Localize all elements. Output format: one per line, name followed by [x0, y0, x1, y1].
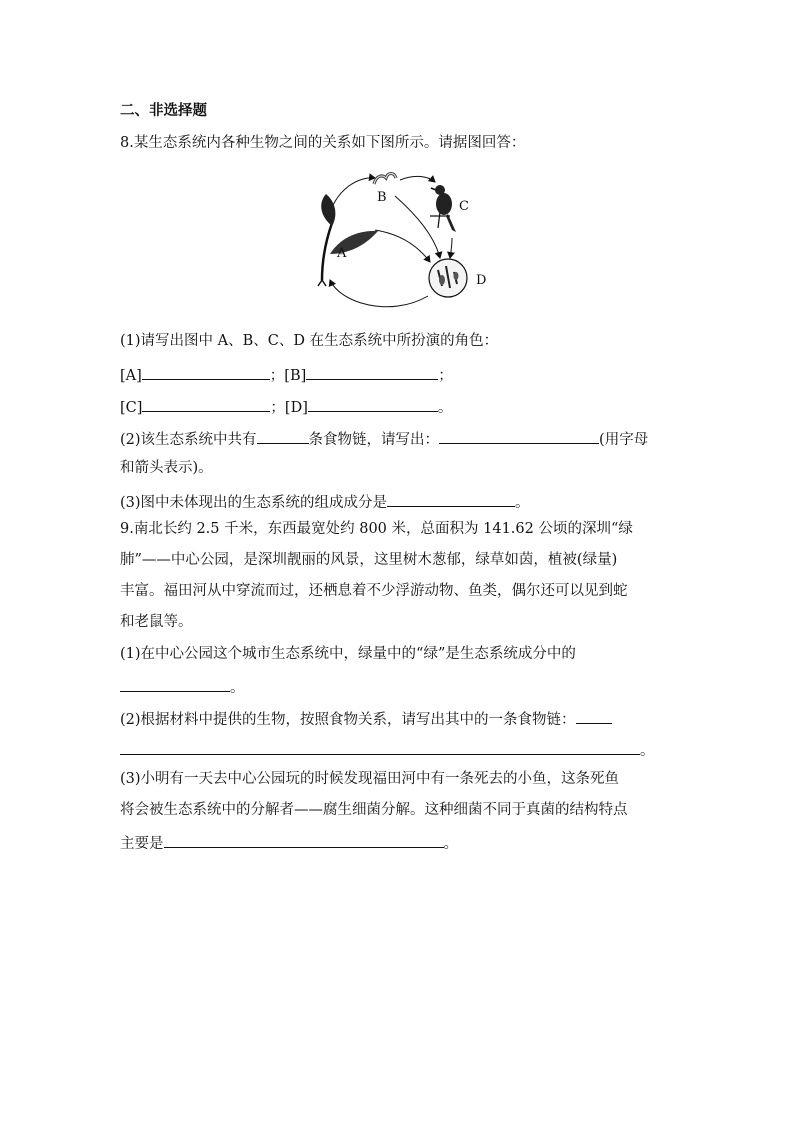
decomposer-d-icon — [429, 259, 467, 297]
bird-c-icon — [430, 185, 456, 232]
q8-p2-start: (2)该生态系统中共有 — [120, 432, 257, 448]
answer-blank-food-chain[interactable] — [120, 738, 640, 755]
arrow-b-to-c — [400, 176, 435, 182]
q9-p3-line2: 将会被生态系统中的分解者——腐生细菌分解。这种细菌不同于真菌的结构特点 — [120, 802, 628, 818]
q9-stem-line1: 9.南北长约 2.5 千米，东西最宽处约 800 米，总面积为 141.62 公顷的深圳“绿 — [120, 521, 633, 537]
answer-blank-c[interactable] — [142, 395, 270, 412]
q9-p1-end: 。 — [230, 680, 245, 696]
q9-p1-line2 — [120, 675, 245, 698]
answer-blank-chain[interactable] — [439, 427, 599, 444]
arrow-c-to-d — [450, 238, 452, 258]
q9-p3-line3 — [120, 831, 458, 854]
q9-p3-start: 主要是 — [120, 836, 164, 852]
q8-p3-line — [120, 490, 530, 513]
q9-stem-line2: 肺”——中心公园，是深圳靓丽的风景，这里树木葱郁，绿草如茵，植被(绿量) — [120, 552, 618, 568]
q8-label-c: [C] — [120, 400, 143, 416]
q8-p2-mid: 条食物链，请写出： — [308, 432, 440, 448]
q9-p3-end: 。 — [443, 836, 458, 852]
q9-stem-line4: 和老鼠等。 — [120, 614, 193, 630]
q8-p2-end: (用字母 — [599, 432, 649, 448]
q8-p1-ab-line — [120, 363, 453, 386]
answer-blank-food-chain-start[interactable] — [576, 707, 612, 724]
q8-label-b: ；[B] — [269, 368, 307, 384]
q8-label-d: ；[D] — [270, 400, 308, 416]
q8-p3-start: (3)图中未体现出的生态系统的组成成分是 — [120, 495, 388, 511]
answer-blank-green[interactable] — [120, 675, 230, 692]
answer-blank-a[interactable] — [142, 363, 270, 380]
q8-p3-end: 。 — [515, 495, 530, 511]
q9-p1-line1: (1)在中心公园这个城市生态系统中，绿量中的“绿”是生态系统成分中的 — [120, 646, 576, 662]
q8-d-end: 。 — [437, 400, 453, 416]
answer-blank-b[interactable] — [306, 363, 438, 380]
answer-blank-chain-count[interactable] — [257, 427, 309, 444]
label-b: B — [377, 190, 387, 205]
plant-a-icon — [318, 194, 378, 286]
q9-p2-line2 — [120, 738, 655, 761]
q8-p2-line — [120, 427, 648, 450]
label-d: D — [476, 273, 487, 288]
answer-blank-d[interactable] — [308, 395, 438, 412]
ecosystem-diagram — [300, 168, 500, 318]
q8-b-end: ； — [438, 368, 453, 384]
answer-blank-bacteria-feature[interactable] — [164, 831, 444, 848]
q8-label-a: [A] — [120, 368, 142, 384]
q9-p2-line1 — [120, 707, 612, 730]
q8-p2-cont: 和箭头表示)。 — [120, 460, 213, 476]
q8-p1-prompt: (1)请写出图中 A、B、C、D 在生态系统中所扮演的角色： — [120, 333, 499, 349]
arrow-d-to-a — [330, 280, 428, 307]
q9-stem-line3: 丰富。福田河从中穿流而过，还栖息着不少浮游动物、鱼类，偶尔还可以见到蛇 — [120, 583, 628, 599]
q9-p3-line1: (3)小明有一天去中心公园玩的时候发现福田河中有一条死去的小鱼，这条死鱼 — [120, 771, 620, 787]
q9-p2-text: (2)根据材料中提供的生物，按照食物关系，请写出其中的一条食物链： — [120, 712, 576, 728]
caterpillar-b-icon — [374, 174, 396, 185]
section-title: 二、非选择题 — [120, 102, 207, 119]
label-c: C — [459, 199, 469, 214]
q8-p1-cd-line — [120, 395, 452, 418]
q8-stem: 8.某生态系统内各种生物之间的关系如下图所示。请据图回答： — [120, 135, 526, 151]
label-a: A — [337, 246, 347, 261]
arrow-a-to-d — [375, 230, 430, 262]
answer-blank-missing-component[interactable] — [387, 490, 515, 507]
q9-p2-end: 。 — [640, 743, 655, 759]
